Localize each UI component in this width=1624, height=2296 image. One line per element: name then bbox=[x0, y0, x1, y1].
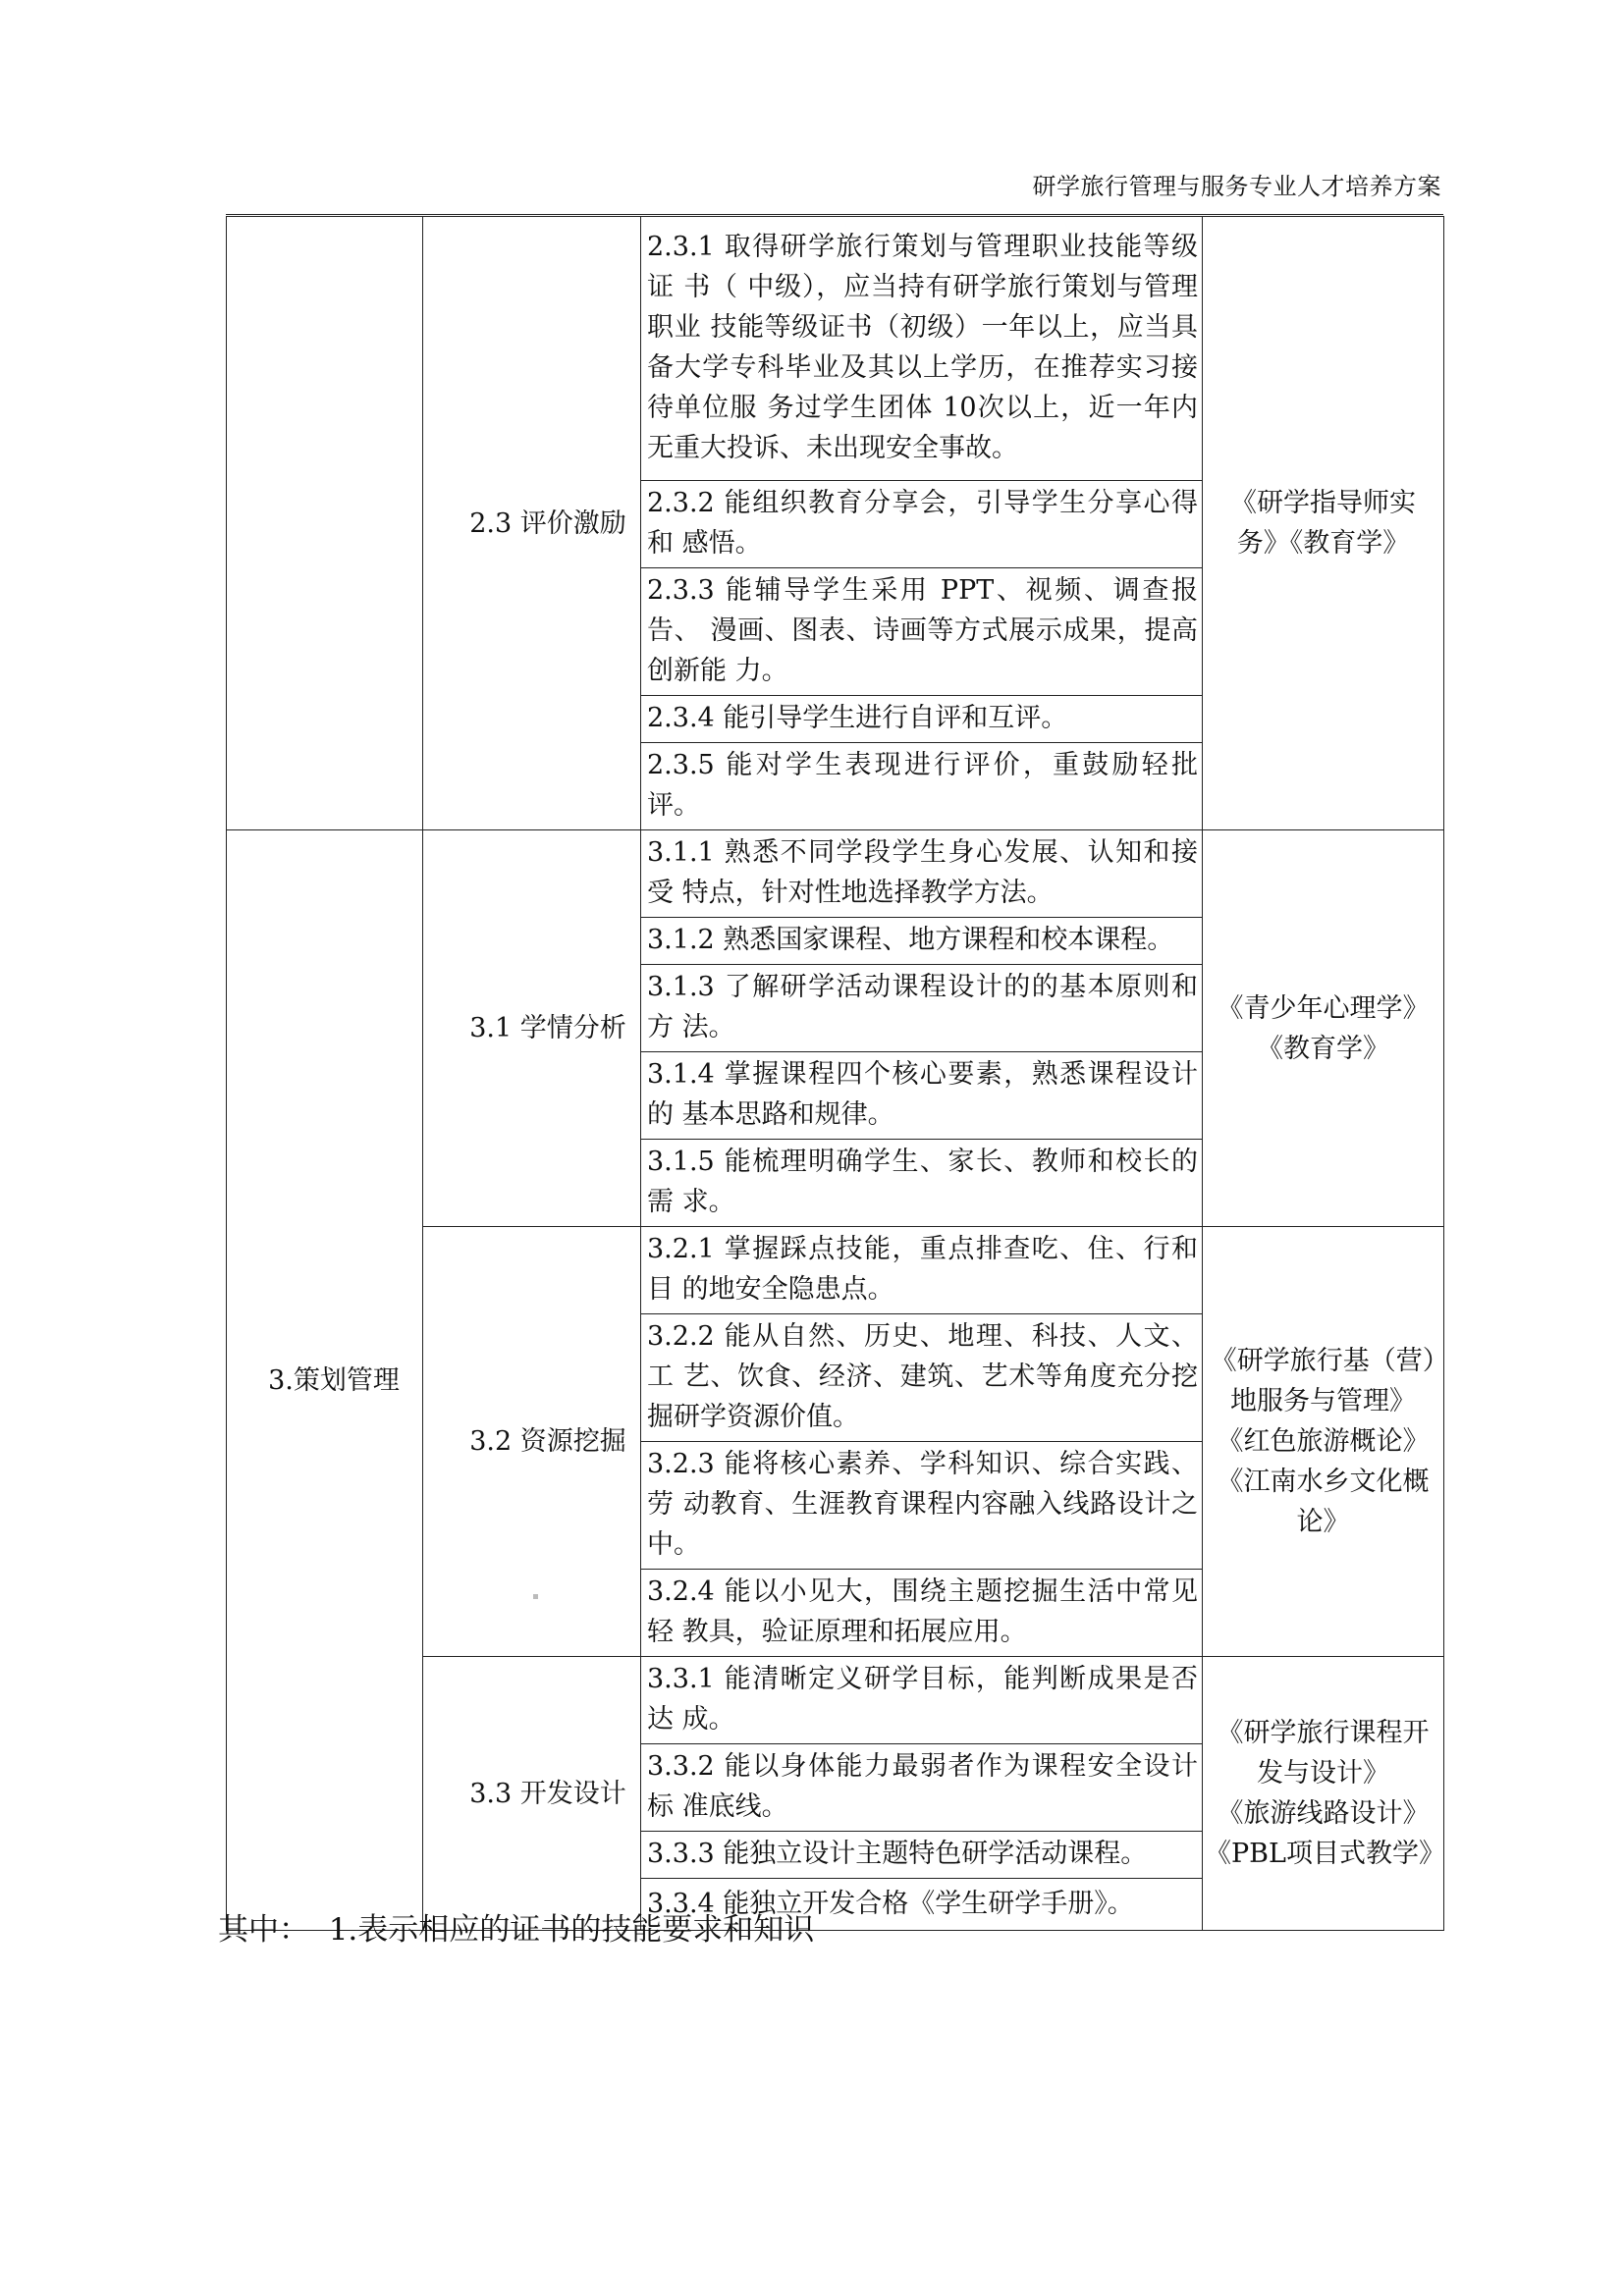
reference-text: 《旅游线路设计》 bbox=[1217, 1798, 1430, 1829]
task-name: 3.2 资源挖掘 bbox=[469, 1426, 626, 1457]
skill-cell: 3.2.3 能将核心素养、学科知识、综合实践、劳 动教育、生涯教育课程内容融入线路设计之中。 bbox=[641, 1442, 1203, 1570]
scan-dot bbox=[533, 1594, 538, 1599]
reference-cell bbox=[1203, 1227, 1444, 1657]
reference-text: 《研学指导师实务》《教育学》 bbox=[1230, 488, 1416, 559]
curriculum-table bbox=[226, 216, 1444, 1931]
header-rule bbox=[226, 214, 1443, 215]
reference-text: 《PBL项目式教学》 bbox=[1205, 1839, 1445, 1869]
skill-cell: 3.1.3 了解研学活动课程设计的的基本原则和方 法。 bbox=[641, 965, 1203, 1052]
reference-text: 《研学旅行课程开发与设计》 bbox=[1217, 1718, 1430, 1789]
reference-text: 《江南水乡文化概论》 bbox=[1217, 1467, 1430, 1537]
reference-text: 《红色旅游概论》 bbox=[1217, 1426, 1430, 1457]
footnote: 其中： 1.表示相应的证书的技能要求和知识 bbox=[218, 1912, 815, 1948]
reference-text: 《研学旅行基（营）地服务与管理》 bbox=[1210, 1346, 1436, 1416]
skill-cell: 3.3.1 能清晰定义研学目标，能判断成果是否达 成。 bbox=[641, 1657, 1203, 1744]
skill-cell: 2.3.5 能对学生表现进行评价，重鼓励轻批评。 bbox=[641, 743, 1203, 830]
task-cell: 3.3 开发设计 bbox=[423, 1657, 641, 1931]
table-row bbox=[227, 830, 1444, 918]
skill-cell: 2.3.1 取得研学旅行策划与管理职业技能等级证 书（ 中级），应当持有研学旅行策划与管理职业 技能等级证书（初级）一年以上，应当具备大学专科毕业及其以上学历，在推荐实习接待单位服 务过学生团体 10次以上，近一年内无重大投诉、未出现安全事故。 bbox=[641, 217, 1203, 481]
skill-cell: 2.3.4 能引导学生进行自评和互评。 bbox=[641, 696, 1203, 743]
reference-cell bbox=[1203, 217, 1444, 830]
skill-cell: 3.1.2 熟悉国家课程、地方课程和校本课程。 bbox=[641, 918, 1203, 965]
task-cell: 2.3 评价激励 bbox=[423, 217, 641, 830]
task-cell: 3.1 学情分析 bbox=[423, 830, 641, 1227]
reference-text: 《教育学》 bbox=[1257, 1033, 1389, 1064]
skill-cell: 3.1.4 掌握课程四个核心要素，熟悉课程设计的 基本思路和规律。 bbox=[641, 1052, 1203, 1140]
skill-cell: 2.3.2 能组织教育分享会，引导学生分享心得和 感悟。 bbox=[641, 481, 1203, 568]
reference-cell bbox=[1203, 1657, 1444, 1931]
reference-cell bbox=[1203, 830, 1444, 1227]
domain-cell bbox=[227, 217, 423, 830]
skill-cell: 3.2.2 能从自然、历史、地理、科技、人文、工 艺、饮食、经济、建筑、艺术等角度充分挖掘研学资源价值。 bbox=[641, 1314, 1203, 1442]
reference-text: 《青少年心理学》 bbox=[1217, 992, 1430, 1024]
skill-cell: 3.2.4 能以小见大，围绕主题挖掘生活中常见轻 教具，验证原理和拓展应用。 bbox=[641, 1570, 1203, 1657]
skill-cell: 3.3.3 能独立设计主题特色研学活动课程。 bbox=[641, 1832, 1203, 1879]
skill-cell: 2.3.3 能辅导学生采用 PPT、视频、调查报告、 漫画、图表、诗画等方式展示成果，提高创新能 力。 bbox=[641, 568, 1203, 696]
domain-cell: 3.策划管理 bbox=[227, 830, 423, 1931]
skill-cell: 3.1.5 能梳理明确学生、家长、教师和校长的需 求。 bbox=[641, 1140, 1203, 1227]
task-cell bbox=[423, 1227, 641, 1657]
page-header: 研学旅行管理与服务专业人才培养方案 bbox=[1032, 173, 1441, 200]
skill-cell: 3.3.2 能以身体能力最弱者作为课程安全设计标 准底线。 bbox=[641, 1744, 1203, 1832]
skill-cell: 3.2.1 掌握踩点技能，重点排查吃、住、行和目 的地安全隐患点。 bbox=[641, 1227, 1203, 1314]
skill-cell: 3.3.4 能独立开发合格《学生研学手册》。 bbox=[641, 1879, 1203, 1931]
table-row bbox=[227, 217, 1444, 481]
skill-cell: 3.1.1 熟悉不同学段学生身心发展、认知和接受 特点，针对性地选择教学方法。 bbox=[641, 830, 1203, 918]
